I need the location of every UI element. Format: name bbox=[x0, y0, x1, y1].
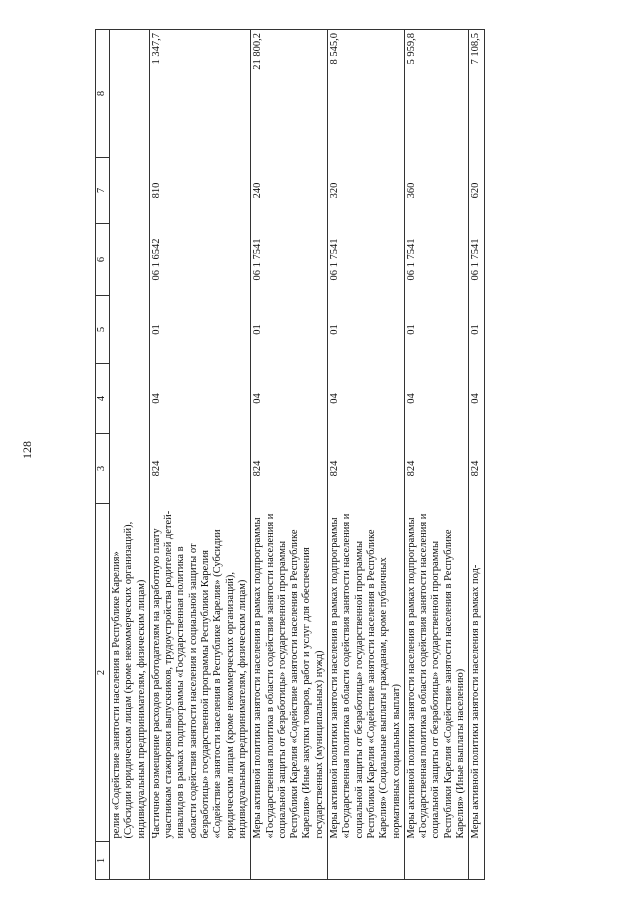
cell-subsection: 01 bbox=[149, 296, 250, 364]
cell-ministry-code bbox=[110, 434, 150, 504]
cell-ministry-code: 824 bbox=[469, 434, 484, 504]
header-cell: 1 bbox=[96, 842, 110, 880]
header-cell: 8 bbox=[96, 30, 110, 158]
cell-amount: 1 347,7 bbox=[149, 30, 250, 158]
header-cell: 4 bbox=[96, 364, 110, 434]
table-row bbox=[110, 30, 150, 880]
cell-col1 bbox=[469, 842, 484, 880]
cell-target-article bbox=[110, 224, 150, 296]
cell-ministry-code: 824 bbox=[251, 434, 328, 504]
budget-table bbox=[95, 29, 485, 880]
cell-target-article: 06 1 7541 bbox=[251, 224, 328, 296]
cell-target-article: 06 1 7541 bbox=[404, 224, 468, 296]
cell-target-article: 06 1 7541 bbox=[328, 224, 405, 296]
cell-ministry-code: 824 bbox=[149, 434, 250, 504]
cell-amount: 8 545,0 bbox=[328, 30, 405, 158]
header-cell: 6 bbox=[96, 224, 110, 296]
cell-section: 04 bbox=[404, 364, 468, 434]
table-row bbox=[251, 30, 328, 880]
cell-description: Меры активной политики занятости населения в рамках подпрограммы «Государственная политика в области содействия занятости населения и социальной защиты от безработицы» государственной программы Республики Карелия «Содействие занятости населения в Республике Карелия» (Иные выплаты населению) bbox=[404, 504, 468, 842]
cell-section: 04 bbox=[469, 364, 484, 434]
cell-amount: 5 959,8 bbox=[404, 30, 468, 158]
cell-subsection: 01 bbox=[251, 296, 328, 364]
cell-subsection bbox=[110, 296, 150, 364]
cell-section: 04 bbox=[149, 364, 250, 434]
rotated-page-content bbox=[95, 30, 545, 880]
cell-expense-type: 620 bbox=[469, 158, 484, 224]
cell-expense-type bbox=[110, 158, 150, 224]
table-row bbox=[328, 30, 405, 880]
header-cell: 2 bbox=[96, 504, 110, 842]
cell-subsection: 01 bbox=[469, 296, 484, 364]
cell-expense-type: 320 bbox=[328, 158, 405, 224]
cell-col1 bbox=[149, 842, 250, 880]
cell-expense-type: 360 bbox=[404, 158, 468, 224]
cell-col1 bbox=[404, 842, 468, 880]
header-cell: 3 bbox=[96, 434, 110, 504]
cell-description: Меры активной политики занятости населения в рамках подпрограммы «Государственная политика в области содействия занятости населения и социальной защиты от безработицы» государственной программы Республики Карелия «Содействие занятости населения в Республике Карелия» (Социальные выплаты гражданам, кроме публичных нормативных социальных выплат) bbox=[328, 504, 405, 842]
table-header-row bbox=[96, 30, 110, 880]
cell-target-article: 06 1 7541 bbox=[469, 224, 484, 296]
cell-ministry-code: 824 bbox=[404, 434, 468, 504]
cell-amount: 21 800,2 bbox=[251, 30, 328, 158]
header-cell: 7 bbox=[96, 158, 110, 224]
cell-subsection: 01 bbox=[404, 296, 468, 364]
cell-description: Меры активной политики занятости населения в рамках под- bbox=[469, 504, 484, 842]
cell-expense-type: 240 bbox=[251, 158, 328, 224]
cell-subsection: 01 bbox=[328, 296, 405, 364]
cell-description: Частичное возмещение расходов работодателям на заработную плату участникам стажировки выпускников, трудоустройства родителей детей-инвалидов в рамках подпрограммы «Государственная политика в области содействия занятости населения и социальной защиты от безработицы» государственной программы Республики Карелия «Содействие занятости населения в Республике Карелия» (Субсидии юридическим лицам (кроме некоммерческих организаций), индивидуальным предпринимателям, физическим лицам) bbox=[149, 504, 250, 842]
cell-section bbox=[110, 364, 150, 434]
cell-amount: 7 108,5 bbox=[469, 30, 484, 158]
header-cell: 5 bbox=[96, 296, 110, 364]
cell-section: 04 bbox=[251, 364, 328, 434]
table-row bbox=[469, 30, 484, 880]
table-row bbox=[404, 30, 468, 880]
cell-col1 bbox=[110, 842, 150, 880]
cell-col1 bbox=[251, 842, 328, 880]
page-number: 128 bbox=[20, 441, 34, 459]
cell-section: 04 bbox=[328, 364, 405, 434]
cell-col1 bbox=[328, 842, 405, 880]
cell-ministry-code: 824 bbox=[328, 434, 405, 504]
cell-target-article: 06 1 6542 bbox=[149, 224, 250, 296]
cell-amount bbox=[110, 30, 150, 158]
cell-expense-type: 810 bbox=[149, 158, 250, 224]
table-row bbox=[149, 30, 250, 880]
cell-description: релия «Содействие занятости населения в Республике Карелия» (Субсидии юридическим лицам (кроме некоммерческих организаций), индивидуальным предпринимателям, физическим лицам) bbox=[110, 504, 150, 842]
cell-description: Меры активной политики занятости населения в рамках подпрограммы «Государственная политика в области содействия занятости населения и социальной защиты от безработицы» государственной программы Республики Карелия «Содействие занятости населения в Республике Карелия» (Иные закупки товаров, работ и услуг для обеспечения государственных (муниципальных) нужд) bbox=[251, 504, 328, 842]
